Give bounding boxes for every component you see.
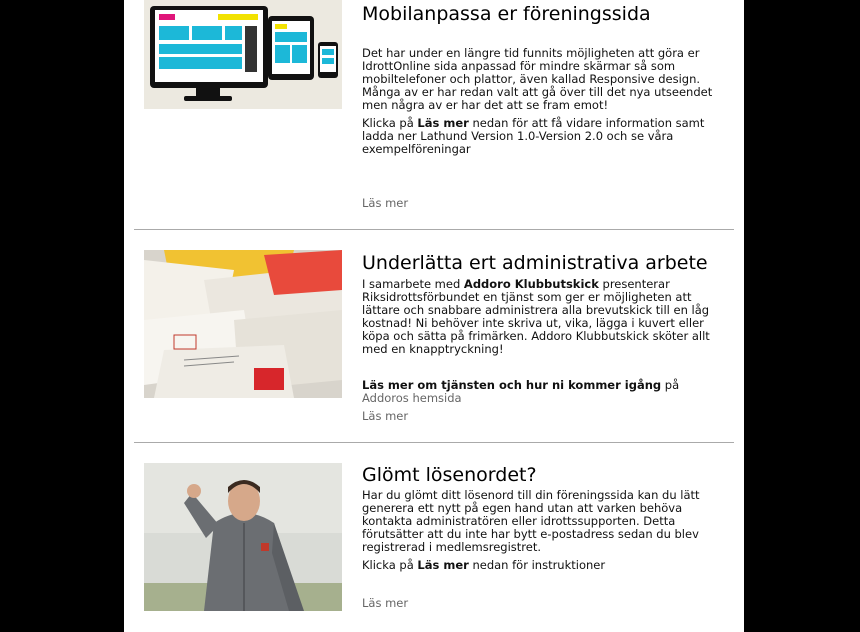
- article-title[interactable]: Mobilanpassa er föreningssida: [362, 3, 651, 25]
- article-link-line: Läs mer om tjänsten och hur ni kommer igång på: [362, 378, 680, 392]
- article-paragraph: Klicka på Läs mer nedan för instruktioner: [362, 558, 606, 572]
- article-addoro: [124, 230, 744, 442]
- article-body: [362, 2, 724, 156]
- responsive-devices-image[interactable]: [144, 0, 342, 109]
- article-body: [362, 251, 724, 405]
- article-body: [362, 463, 724, 572]
- coach-photo[interactable]: [144, 463, 342, 611]
- read-more-service-link[interactable]: Läs mer om tjänsten och hur ni kommer igång: [362, 378, 662, 392]
- addoro-site-link[interactable]: Addoros hemsida: [362, 391, 462, 405]
- article-paragraph: Har du glömt ditt lösenord till din föreningssida kan du lätt generera ett nytt på egen hand utan att varken behöva kontakta administratören eller idrottssupporten. Detta förutsätter att du inte har bytt e-postadress sedan du blev registrerad i medlemsregistret.: [362, 488, 700, 554]
- read-more-link[interactable]: Läs mer: [362, 196, 409, 210]
- article-title[interactable]: Underlätta ert administrativa arbete: [362, 252, 708, 274]
- news-list: [124, 0, 744, 632]
- article-paragraph: Klicka på Läs mer nedan för att få vidare information samt ladda ner Lathund Version 1.0-Version 2.0 och se våra exempelföreningar: [362, 116, 705, 156]
- article-password: [124, 443, 744, 632]
- article-responsive: [124, 0, 744, 228]
- article-paragraph: Det har under en längre tid funnits möjligheten att göra er IdrottOnline sida anpassad för mindre skärmar så som mobiltelefoner och plattor, även kallad Responsive design. Många av er har redan valt att gå över till det nya utseendet men några av er har det att se fram emot!: [362, 46, 713, 112]
- read-more-link[interactable]: Läs mer: [362, 596, 409, 610]
- read-more-link[interactable]: Läs mer: [362, 409, 409, 423]
- article-title[interactable]: Glömt lösenordet?: [362, 464, 537, 486]
- article-paragraph: I samarbete med Addoro Klubbutskick presenterar Riksidrottsförbundet en tjänst som ger er möjligheten att lättare och snabbare administrera alla brevutskick till en låg kostnad! Ni behöver inte skriva ut, vika, lägga i kuvert eller köpa och sätta på frimärken. Addoro Klubbutskick sköter allt med en knapptryckning!: [362, 277, 710, 356]
- envelopes-image[interactable]: [144, 250, 342, 398]
